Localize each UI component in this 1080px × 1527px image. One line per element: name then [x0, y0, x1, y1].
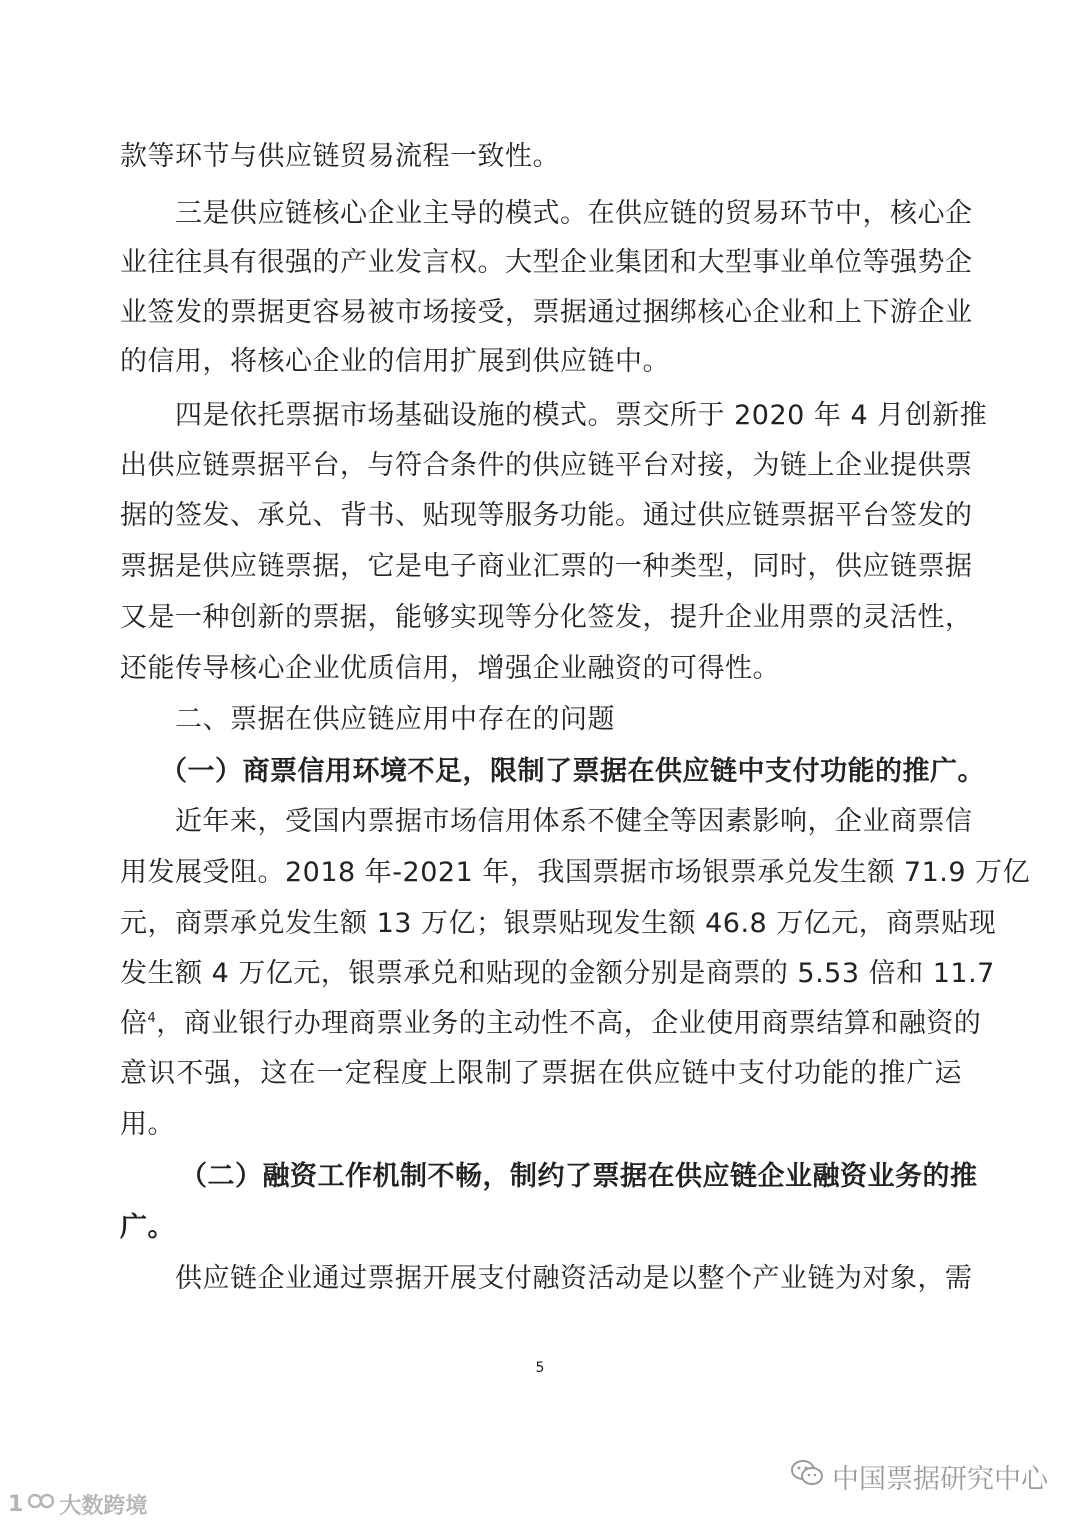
text-line: 出供应链票据平台，与符合条件的供应链平台对接，为链上企业提供票 — [120, 450, 973, 481]
text-line: 又是一种创新的票据，能够实现等分化签发，提升企业用票的灵活性， — [120, 602, 973, 633]
eye-logo-icon — [27, 1491, 55, 1517]
text-line: 用。 — [120, 1109, 175, 1140]
text-line: 业签发的票据更容易被市场接受，票据通过捆绑核心企业和上下游企业 — [120, 297, 973, 328]
text-line: 供应链企业通过票据开展支付融资活动是以整个产业链为对象，需 — [175, 1263, 973, 1294]
watermark-brand — [8, 1486, 147, 1522]
text-line: 发生额 4 万亿元，银票承兑和贴现的金额分别是商票的 5.53 倍和 11.7 — [120, 958, 995, 989]
text-line: 票据是供应链票据，它是电子商业汇票的一种类型，同时，供应链票据 — [120, 551, 973, 582]
subsection-heading: （二）融资工作机制不畅，制约了票据在供应链企业融资业务的推 — [180, 1161, 978, 1192]
text-line: 的信用，将核心企业的信用扩展到供应链中。 — [120, 346, 670, 377]
text-line: 业往往具有很强的产业发言权。大型企业集团和大型事业单位等强势企 — [120, 247, 973, 278]
page-number: 5 — [535, 1360, 545, 1376]
text-line: 元，商票承兑发生额 13 万亿；银票贴现发生额 46.8 万亿元，商票贴现 — [120, 908, 997, 939]
watermark-brand-text: 大数跨境 — [59, 1493, 148, 1519]
text-line-with-footnote — [120, 1004, 982, 1044]
subsection-heading: （一）商票信用环境不足，限制了票据在供应链中支付功能的推广。 — [160, 756, 985, 787]
watermark-source — [790, 1456, 1048, 1496]
watermark-text: 中国票据研究中心 — [832, 1463, 1048, 1495]
text-line: 据的签发、承兑、背书、贴现等服务功能。通过供应链票据平台签发的 — [120, 500, 973, 531]
watermark-prefix: 1 — [8, 1491, 24, 1517]
text-line: 还能传导核心企业优质信用，增强企业融资的可得性。 — [120, 653, 780, 684]
text-line: 意识不强，这在一定程度上限制了票据在供应链中支付功能的推广运 — [120, 1058, 962, 1089]
text-line: 近年来，受国内票据市场信用体系不健全等因素影响，企业商票信 — [175, 806, 973, 837]
text-line: 用发展受阻。2018 年-2021 年，我国票据市场银票承兑发生额 71.9 万亿 — [120, 857, 1031, 888]
footnote-mark: 4 — [147, 1011, 157, 1026]
section-heading: 二、票据在供应链应用中存在的问题 — [175, 704, 615, 735]
text-segment: ，商业银行办理商票业务的主动性不高，企业使用商票结算和融资的 — [156, 1008, 982, 1039]
subsection-heading-continued: 广。 — [120, 1212, 175, 1243]
text-line: 款等环节与供应链贸易流程一致性。 — [120, 141, 560, 172]
text-line: 四是依托票据市场基础设施的模式。票交所于 2020 年 4 月创新推 — [175, 400, 988, 431]
wechat-icon — [790, 1458, 824, 1495]
text-segment: 倍 — [120, 1008, 148, 1039]
text-line: 三是供应链核心企业主导的模式。在供应链的贸易环节中，核心企 — [175, 198, 973, 229]
